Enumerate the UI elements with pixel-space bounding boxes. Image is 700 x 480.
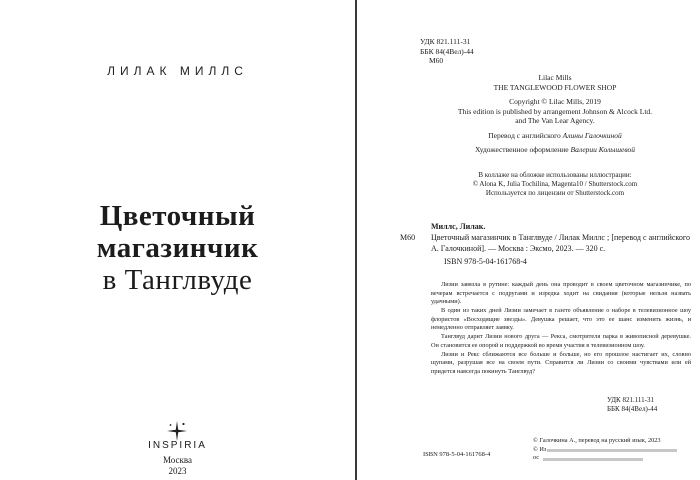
title-line-1: Цветочный: [99, 200, 256, 232]
blurred-text: [543, 458, 643, 461]
annotation-paragraph: Танглвуд дарит Лизии нового друга — Рекса, смотрителя парка в живописной деревушке. Он становится ее опорой и поддержкой во время участия в телевизионном шоу.: [431, 333, 691, 349]
original-title: THE TANGLEWOOD FLOWER SHOP: [493, 82, 617, 92]
collage-credits: В коллаже на обложке использованы иллюстрации: © Alona K, Julia Tochilina, Magenta10 / Shutterstock.com Используется по лицензии от Shutterstock.com: [472, 171, 638, 197]
footer-isbn: ISBN 978-5-04-161768-4: [423, 451, 491, 458]
annotation-paragraph: В один из таких дней Лизии замечает в газете объявление о наборе в телевизионное шоу флористов «Восходящие звезды». Девушка решает, что это ее шанс изменить жизнь, и немедленно отправляет заявку.: [431, 307, 691, 331]
footer-copyrights: © Галочкина А., перевод на русский язык, 2023 © Из ос: [533, 437, 661, 461]
classification-header: [420, 37, 474, 66]
blurred-text: [547, 449, 677, 452]
bibliographic-record: [400, 221, 690, 267]
original-author: Lilac Mills: [538, 73, 572, 82]
translation-credit: Перевод с английского Алины Галочкиной: [488, 130, 622, 140]
publisher-name: INSPIRIA: [148, 440, 207, 451]
title-line-2: магазинчик: [96, 232, 259, 264]
imprint: [0, 455, 355, 477]
bib-description: Цветочный магазинчик в Танглвуде / Лилак Миллс ; [перевод с английского А. Галочкиной]. — Москва : Эксмо, 2023. — 320 с.: [431, 233, 690, 253]
author-mark: М60: [429, 56, 444, 65]
bib-isbn: ISBN 978-5-04-161768-4: [444, 257, 527, 266]
publisher-city: Москва: [163, 455, 192, 465]
author-name: ЛИЛАК МИЛЛС: [107, 64, 248, 78]
edition-info: [435, 73, 675, 155]
edition-line-2: and The Van Lear Agency.: [515, 116, 595, 125]
classification-footer: УДК 821.111-31 ББК 84(4Вел)-44: [607, 396, 658, 413]
copyright-line: Copyright © Lilac Mills, 2019: [509, 97, 601, 106]
annotation: [431, 281, 691, 377]
sparkle-logo-icon: [166, 420, 188, 442]
book-title: [0, 200, 355, 296]
edition-line-1: This edition is published by arrangement Johnson & Alcock Ltd.: [457, 106, 653, 116]
annotation-paragraph: Лизии завязла в рутине: каждый день она проводит в своем цветочном магазинчике, по вечерам встречается с подругами и изредка ходит на свидания (которые нельзя назвать удачными).: [431, 281, 691, 305]
bib-code: М60: [400, 233, 416, 242]
title-line-3: в Танглвуде: [102, 264, 253, 296]
publication-year: 2023: [168, 466, 187, 476]
bib-author: Миллс, Лилак.: [431, 222, 486, 231]
bbk-code: ББК 84(4Вел)-44: [420, 46, 474, 56]
right-copyright-page: [357, 0, 700, 480]
design-credit: Художественное оформление Валерии Колышевой: [474, 145, 636, 154]
annotation-paragraph: Лизии и Рекс сближаются все больше и больше, но его прошлое настигает их, словно щупами, разрушая все на своем пути. Справится ли Лизии со своими чувствами или ей придется навсегда покинуть Танглвуд?: [431, 350, 691, 375]
udk-code: УДК 821.111-31: [420, 37, 471, 46]
